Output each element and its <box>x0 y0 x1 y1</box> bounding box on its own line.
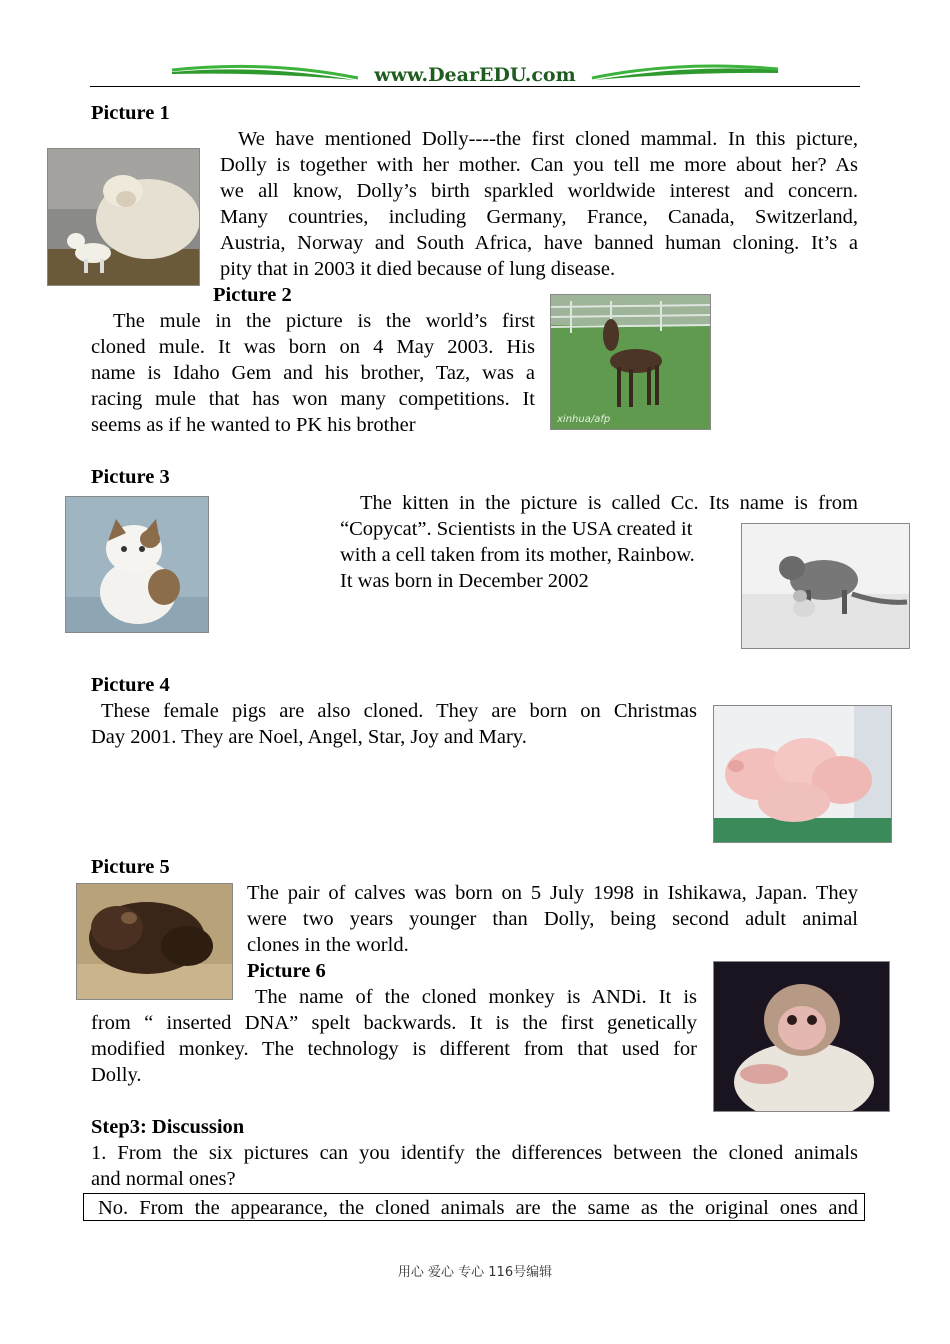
text-line: from “ inserted DNA” spelt backwards. It is the first genetically <box>91 1012 697 1034</box>
text-line: The mule in the picture is the world’s first <box>113 310 535 332</box>
picture-6-text <box>91 984 697 1088</box>
question-number: 1 <box>91 1142 102 1164</box>
text-line: We have mentioned Dolly----the first cloned mammal. In this picture, <box>238 128 858 150</box>
text-line: It was born in December 2002 <box>340 570 589 592</box>
cloned-mule-photo <box>550 294 711 430</box>
photo-caption: xinhua/afp <box>557 414 611 425</box>
text-line: These female pigs are also cloned. They are born on Christmas <box>101 700 697 722</box>
discussion-question <box>91 1140 858 1192</box>
site-banner <box>170 62 780 88</box>
picture-5-text <box>247 880 858 958</box>
text-line: were two years younger than Dolly, being second adult animal <box>247 908 858 930</box>
text-line: Dolly. <box>91 1064 142 1086</box>
kitten-cc-photo <box>65 496 209 633</box>
picture-3-heading: Picture 3 <box>91 466 170 488</box>
picture-6-heading: Picture 6 <box>247 960 326 982</box>
picture-4-text <box>91 698 697 750</box>
text-line: The pair of calves was born on 5 July 1998 in Ishikawa, Japan. They <box>247 882 858 904</box>
picture-1-text <box>220 126 858 282</box>
text-line: modified monkey. The technology is different from that used for <box>91 1038 697 1060</box>
answer-box <box>83 1193 865 1221</box>
discussion-heading: Step3: Discussion <box>91 1116 245 1138</box>
picture-4-heading: Picture 4 <box>91 674 170 696</box>
cloned-pigs-photo <box>713 705 892 843</box>
text-line: name is Idaho Gem and his brother, Taz, was a <box>91 362 535 384</box>
question-line <box>91 1140 858 1166</box>
text-line: cloned mule. It was born on 4 May 2003. His <box>91 336 535 358</box>
text-line: clones in the world. <box>247 934 409 956</box>
text-line: seems as if he wanted to PK his brother <box>91 414 416 436</box>
text-line: with a cell taken from its mother, Rainbow. <box>340 544 695 566</box>
text-line: Day 2001. They are Noel, Angel, Star, Joy and Mary. <box>91 726 527 748</box>
question-text-line: and normal ones? <box>91 1168 236 1190</box>
text-line: The name of the cloned monkey is ANDi. It is <box>255 986 697 1008</box>
text-line: The kitten in the picture is called Cc. Its name is from <box>360 492 858 514</box>
cloned-monkey-andi-photo <box>713 961 890 1112</box>
question-text-line: . From the six pictures can you identify the differences between the cloned animals <box>101 1142 858 1164</box>
text-line: we all know, Dolly’s birth sparkled worldwide interest and concern. <box>220 180 858 202</box>
cat-and-mother-photo <box>741 523 910 649</box>
picture-5-heading: Picture 5 <box>91 856 170 878</box>
text-line: racing mule that has won many competitions. It <box>91 388 535 410</box>
cloned-calves-photo <box>76 883 233 1000</box>
picture-2-text <box>91 308 535 438</box>
picture-2-heading: Picture 2 <box>213 284 292 306</box>
text-line: “Copycat”. Scientists in the USA created it <box>340 518 693 540</box>
text-line: Austria, Norway and South Africa, have banned human cloning. It’s a <box>220 232 858 254</box>
text-line: pity that in 2003 it died because of lung disease. <box>220 258 616 280</box>
site-name: www.DearEDU.com <box>374 64 576 86</box>
page-footer: 用心 爱心 专心 116号编辑 <box>397 1265 553 1280</box>
text-line: Dolly is together with her mother. Can you tell me more about her? As <box>220 154 858 176</box>
header-rule <box>90 86 860 87</box>
picture-1-heading: Picture 1 <box>91 102 170 124</box>
text-line: Many countries, including Germany, France, Canada, Switzerland, <box>220 206 858 228</box>
answer-text: No. From the appearance, the cloned animals are the same as the original ones and <box>98 1197 858 1219</box>
dolly-sheep-photo <box>47 148 200 286</box>
